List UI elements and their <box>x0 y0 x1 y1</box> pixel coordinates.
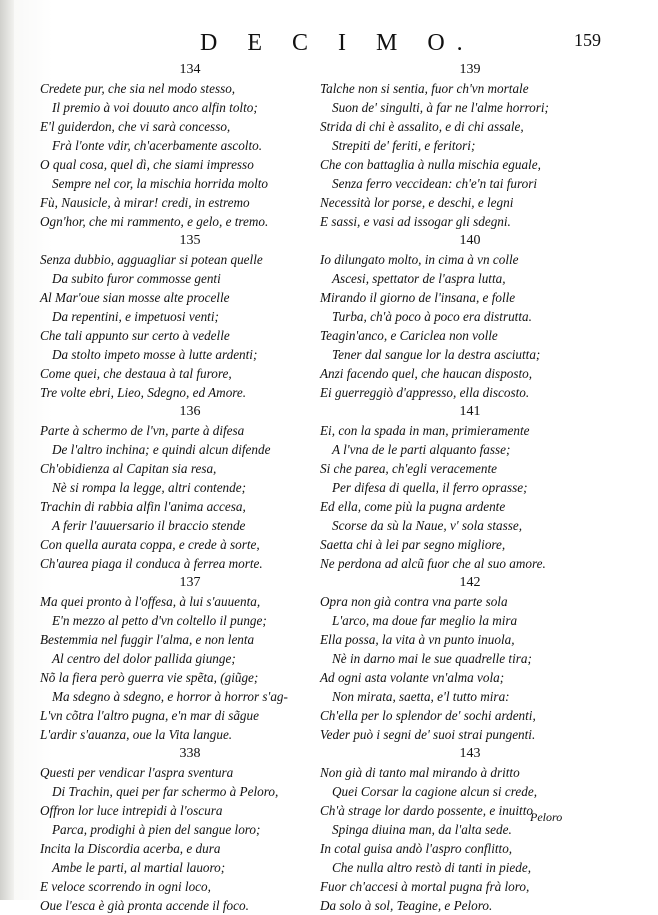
verse-line: Che tali appunto sur certo à vedelle <box>40 328 230 343</box>
verse-line: Al Mar'oue sian mosse alte procelle <box>40 290 230 305</box>
verse-line: Oue l'esca è già pronta accende il foco. <box>40 898 249 913</box>
verse-line: Mirando il giorno de l'insana, e folle <box>320 290 516 305</box>
verse-line: Fuor ch'accesi à mortal pugna frà loro, <box>320 879 530 894</box>
verse-line: Il premio à voi douuto anco alfin tolto; <box>52 100 258 115</box>
verse-line: Di Trachin, quei per far schermo à Peloro, <box>52 784 279 799</box>
stanza-number: 338 <box>179 746 201 761</box>
verse-line: Parca, prodighi à pien del sangue loro; <box>52 822 261 837</box>
stanza <box>40 744 340 915</box>
verse-line: Veder può i segni de' suoi strai pungenti. <box>320 727 536 742</box>
verse-line: Nè in darno mai le sue quadrelle tira; <box>332 651 532 666</box>
verse-line: A ferir l'auuersario il braccio stende <box>52 518 246 533</box>
stanza <box>40 231 340 402</box>
verse-line: Trachin di rabbia alfin l'anima accesa, <box>40 499 246 514</box>
verse-line: Ascesi, spettator de l'aspra lutta, <box>332 271 506 286</box>
verse-line: Ma sdegno à sdegno, e horror à horror s'ag- <box>52 689 288 704</box>
stanza <box>40 60 340 231</box>
verse-line: Incita la Discordia acerba, e dura <box>40 841 221 856</box>
verse-line: Da subito furor commosse genti <box>52 271 221 286</box>
verse-line: E sassi, e vasi ad issogar gli sdegni. <box>320 214 511 229</box>
verse-line: Saetta chi à lei par segno migliore, <box>320 537 506 552</box>
verse-line: Nõ la fiera però guerra vie spẽta, (giũge; <box>40 670 259 685</box>
verse-line: Ella possa, la vita à vn punto inuola, <box>320 632 515 647</box>
verse-line: Offron lor luce intrepidi à l'oscura <box>40 803 223 818</box>
verse-line: A l'vna de le parti alquanto fasse; <box>332 442 511 457</box>
stanza-number: 139 <box>459 62 481 77</box>
verse-line: Necessità lor porse, e deschi, e legni <box>320 195 514 210</box>
page-number: 159 <box>574 30 601 50</box>
verse-line: Ei guerreggiò d'appresso, ella discosto. <box>320 385 530 400</box>
verse-line: Bestemmia nel fuggir l'alma, e non lenta <box>40 632 255 647</box>
stanza <box>320 231 620 402</box>
verse-line: Ch'aurea piaga il conduca à ferrea morte. <box>40 556 263 571</box>
verse-line: Strida di chi è assalito, e di chi assale, <box>320 119 524 134</box>
verse-line: Io dilungato molto, in cima à vn colle <box>320 252 519 267</box>
verse-line: Suon de' singulti, à far ne l'alme horrori; <box>332 100 549 115</box>
verse-line: Questi per vendicar l'aspra sventura <box>40 765 234 780</box>
verse-line: Anzi facendo quel, che haucan disposto, <box>320 366 533 381</box>
verse-line: Nè si rompa la legge, altri contende; <box>52 480 246 495</box>
verse-line: In cotal guisa andò l'aspro conflitto, <box>320 841 513 856</box>
verse-line: Non mirata, saetta, e'l tutto mira: <box>332 689 510 704</box>
verse-line: Spinga diuina man, da l'alta sede. <box>332 822 512 837</box>
verse-line: Ed ella, come più la pugna ardente <box>320 499 506 514</box>
verse-line: L'ardir s'auanza, oue la Vita langue. <box>40 727 233 742</box>
verse-line: Al centro del dolor pallida giunge; <box>52 651 236 666</box>
verse-line: E'l guiderdon, che vi sarà concesso, <box>40 119 231 134</box>
verse-line: Non già di tanto mal mirando à dritto <box>320 765 520 780</box>
stanza <box>40 402 340 573</box>
verse-line: Da repentini, e impetuosi venti; <box>52 309 219 324</box>
verse-line: E'n mezzo al petto d'vn coltello il punge; <box>52 613 267 628</box>
verse-line: Ambe le parti, al martial lauoro; <box>52 860 226 875</box>
right-column <box>320 60 620 915</box>
verse-line: Si che parea, ch'egli veracemente <box>320 461 497 476</box>
verse-line: Che nulla altro restò di tanti in piede, <box>332 860 532 875</box>
stanza <box>320 744 620 915</box>
verse-line: Ma quei pronto à l'offesa, à lui s'auuenta, <box>40 594 261 609</box>
stanza <box>40 573 340 744</box>
left-column <box>40 60 340 915</box>
verse-line: Ad ogni asta volante vn'alma vola; <box>320 670 505 685</box>
catchword: Peloro <box>530 810 563 824</box>
verse-line: Scorse da sù la Naue, v' sola stasse, <box>332 518 523 533</box>
stanza-number: 143 <box>459 746 481 761</box>
verse-line: Che con battaglia à nulla mischia eguale, <box>320 157 541 172</box>
verse-line: Strepiti de' feriti, e feritori; <box>332 138 476 153</box>
verse-line: E veloce scorrendo in ogni loco, <box>40 879 211 894</box>
verse-line: Parte à schermo de l'vn, parte à difesa <box>40 423 245 438</box>
stanza-number: 134 <box>179 62 201 77</box>
verse-line: Ei, con la spada in man, primieramente <box>320 423 530 438</box>
stanza-number: 141 <box>459 404 481 419</box>
verse-line: Opra non già contra vna parte sola <box>320 594 508 609</box>
stanza-number: 140 <box>459 233 481 248</box>
verse-line: Per difesa di quella, il ferro oprasse; <box>332 480 528 495</box>
verse-line: Teagin'anco, e Cariclea non volle <box>320 328 498 343</box>
verse-line: Con quella aurata coppa, e crede à sorte, <box>40 537 260 552</box>
verse-line: De l'altro inchina; e quindi alcun difende <box>52 442 271 457</box>
verse-line: O qual cosa, quel dì, che siami impresso <box>40 157 254 172</box>
verse-line: Tener dal sangue lor la destra asciutta; <box>332 347 541 362</box>
stanza-number: 137 <box>179 575 201 590</box>
verse-line: Ogn'hor, che mi rammento, e gelo, e tremo. <box>40 214 269 229</box>
verse-line: Ch'ella per lo splendor de' sochi ardenti, <box>320 708 536 723</box>
stanza <box>320 573 620 744</box>
verse-line: Sempre nel cor, la mischia horrida molto <box>52 176 268 191</box>
verse-line: L'arco, ma doue far meglio la mira <box>332 613 518 628</box>
verse-line: Credete pur, che sia nel modo stesso, <box>40 81 236 96</box>
stanza-number: 136 <box>179 404 201 419</box>
verse-line: Turba, ch'à poco à poco era distrutta. <box>332 309 532 324</box>
verse-line: Da solo à sol, Teagine, e Peloro. <box>320 898 493 913</box>
verse-line: Fù, Nausicle, à mirar! credi, in estremo <box>40 195 250 210</box>
stanza <box>320 60 620 231</box>
verse-line: Talche non si sentia, fuor ch'vn mortale <box>320 81 529 96</box>
verse-line: Senza dubbio, agguagliar si potean quelle <box>40 252 263 267</box>
verse-line: Ch'obidienza al Capitan sia resa, <box>40 461 217 476</box>
verse-line: Da stolto impeto mosse à lutte ardenti; <box>52 347 258 362</box>
running-title: D E C I M O. <box>200 30 475 56</box>
stanza-number: 135 <box>179 233 201 248</box>
verse-line: Tre volte ebri, Lieo, Sdegno, ed Amore. <box>40 385 247 400</box>
verse-line: Frà l'onte vdir, ch'acerbamente ascolto. <box>52 138 263 153</box>
verse-line: L'vn cõtra l'altro pugna, e'n mar di sãgue <box>40 708 259 723</box>
verse-line: Senza ferro veccidean: ch'e'n tai furori <box>332 176 537 191</box>
stanza-number: 142 <box>459 575 481 590</box>
stanza <box>320 402 620 573</box>
verse-line: Ch'à strage lor dardo possente, e inuitto <box>320 803 533 818</box>
page-binding-shadow <box>0 0 14 900</box>
verse-line: Ne perdona ad alcũ fuor che al suo amore. <box>320 556 546 571</box>
verse-line: Come quei, che destaua à tal furore, <box>40 366 232 381</box>
verse-line: Quei Corsar la cagione alcun si crede, <box>332 784 537 799</box>
